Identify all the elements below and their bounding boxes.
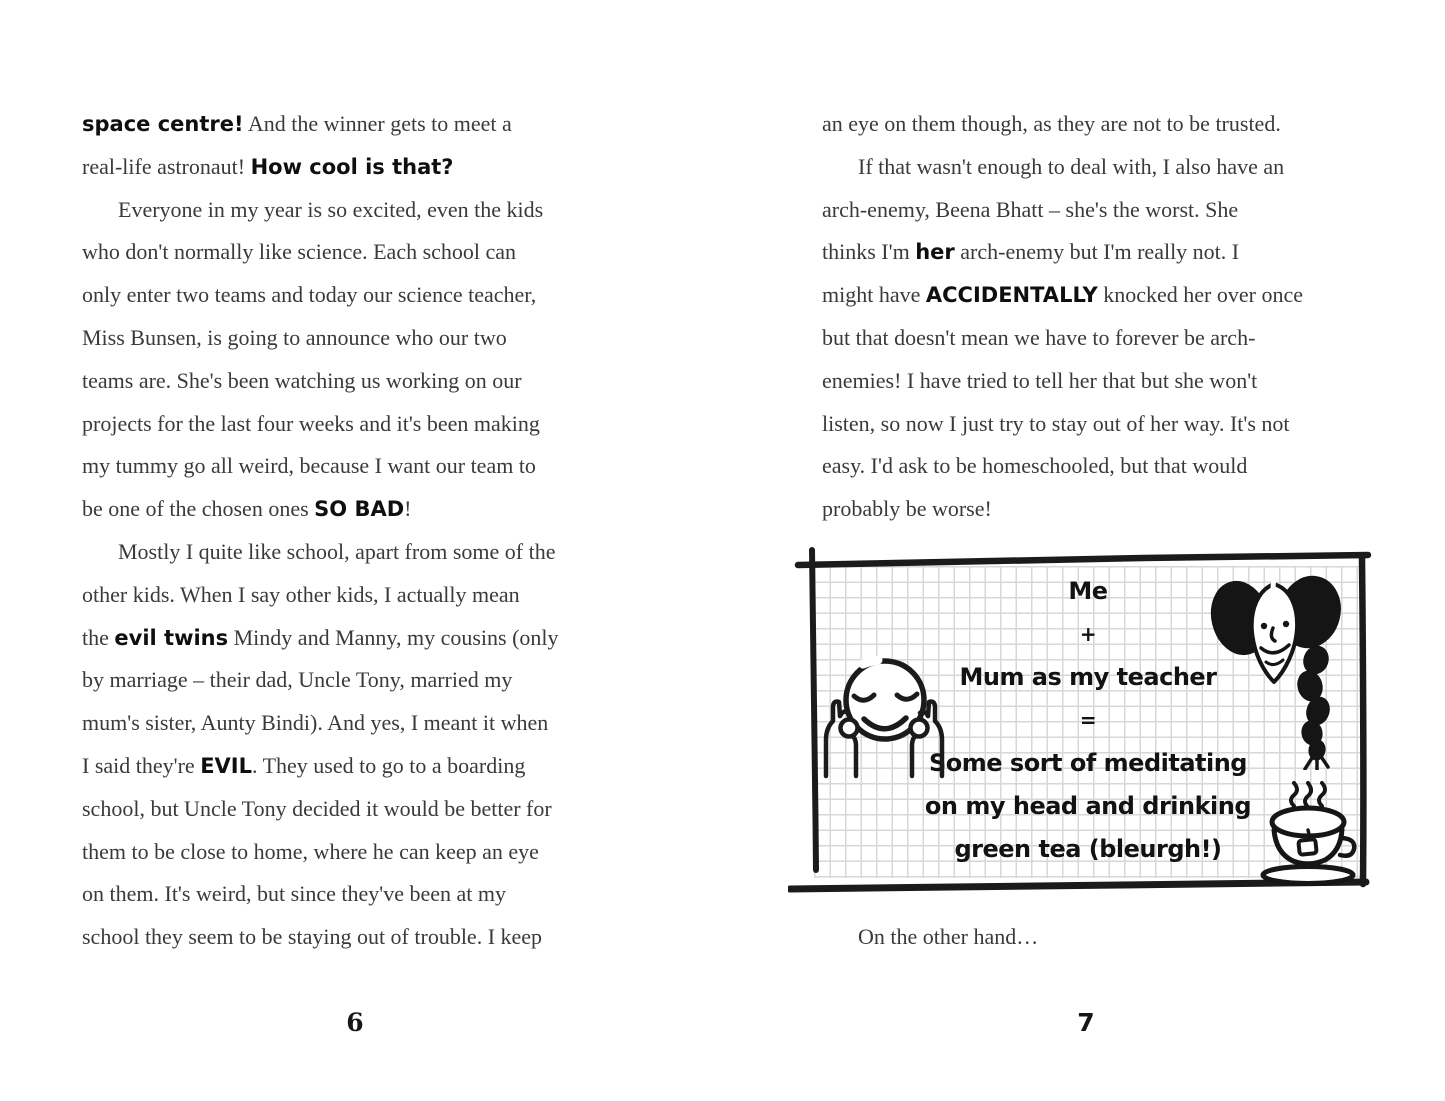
text-line [82, 916, 647, 959]
illustration-text-line: Mum as my teacher [959, 663, 1217, 691]
text-line [822, 403, 1367, 446]
illustration-text-line: = [1079, 708, 1097, 732]
text-line [82, 146, 647, 189]
emphasis-comic-text: SO BAD [314, 497, 405, 522]
body-text: by marriage – their dad, Uncle Tony, married my [82, 667, 513, 693]
text-line [822, 103, 1367, 146]
body-text: teams are. She's been watching us working on our [82, 367, 522, 393]
body-text: Miss Bunsen, is going to announce who our two [82, 324, 507, 350]
emphasis-comic-text: EVIL [200, 753, 252, 778]
text-line [82, 831, 647, 874]
body-text: Mindy and Manny, my cousins (only [228, 624, 559, 650]
emphasis-comic-text: ACCIDENTALLY [925, 283, 1098, 308]
text-line [82, 745, 647, 788]
text-line [82, 360, 647, 403]
body-text: but that doesn't mean we have to forever be arch- [822, 324, 1256, 350]
text-line [822, 488, 1367, 531]
body-text: arch-enemy, Beena Bhatt – she's the worst. She [822, 196, 1239, 222]
text-line [82, 617, 647, 660]
illustration-text-line: green tea (bleurgh!) [954, 835, 1222, 863]
left-page-text [82, 103, 647, 959]
text-line [82, 103, 647, 146]
page-number-right: 7 [1077, 1008, 1095, 1037]
teacup-steam-icon [1250, 780, 1370, 886]
body-text: easy. I'd ask to be homeschooled, but that would [822, 453, 1248, 479]
text-line [82, 403, 647, 446]
body-text: school, but Uncle Tony decided it would be better for [82, 795, 552, 821]
text-line [82, 317, 647, 360]
body-text: I said they're [82, 752, 201, 778]
body-text: who don't normally like science. Each school can [82, 239, 517, 265]
illustration-text-line: on my head and drinking [924, 792, 1252, 820]
emphasis-comic-text: space centre! [82, 112, 244, 136]
body-text: And the winner gets to meet a [243, 111, 512, 136]
body-text: the [82, 624, 115, 650]
text-line [82, 873, 647, 916]
text-line [82, 788, 647, 831]
text-line [822, 445, 1367, 488]
emphasis-comic-text: evil twins [114, 625, 229, 650]
text-line [822, 360, 1367, 403]
body-text: mum's sister, Aunty Bindi). And yes, I meant it when [82, 710, 549, 736]
emphasis-comic-text: How cool is that? [250, 154, 454, 179]
text-line [82, 189, 647, 232]
body-text: listen, so now I just try to stay out of her way. It's not [822, 410, 1290, 436]
text-line [82, 659, 647, 702]
body-text: knocked her over once [1097, 282, 1304, 308]
body-text: my tummy go all weird, because I want our team to [82, 453, 536, 479]
page-number-left: 6 [346, 1008, 364, 1037]
body-text: be one of the chosen ones [82, 496, 315, 522]
body-text: other kids. When I say other kids, I actually mean [82, 581, 520, 607]
body-text: Mostly I quite like school, apart from some of the [118, 538, 556, 564]
right-page-text [822, 103, 1367, 531]
text-line [822, 189, 1367, 232]
body-text: them to be close to home, where he can keep an eye [82, 838, 539, 864]
body-text: arch-enemy but I'm really not. I [954, 239, 1240, 265]
text-line [82, 274, 647, 317]
body-text: ! [404, 496, 412, 522]
body-text: If that wasn't enough to deal with, I also have an [858, 153, 1285, 179]
body-text: projects for the last four weeks and it's been making [82, 410, 540, 436]
text-line [822, 274, 1367, 317]
emphasis-comic-text: her [915, 240, 955, 265]
text-line [822, 146, 1367, 189]
illustration-text-line: Some sort of meditating [929, 749, 1247, 777]
meditating-person-icon [818, 650, 950, 786]
text-line [82, 231, 647, 274]
body-text: probably be worse! [822, 496, 992, 522]
text-line [822, 231, 1367, 274]
body-text: enemies! I have tried to tell her that but she won't [822, 367, 1258, 393]
body-text: . They used to go to a boarding [252, 752, 526, 778]
text-line [82, 445, 647, 488]
text-line [82, 574, 647, 617]
illustration-text-line: + [1079, 622, 1097, 646]
body-text: an eye on them though, as they are not to be trusted. [822, 111, 1281, 136]
body-text: only enter two teams and today our science teacher, [82, 282, 537, 308]
illustration-caption: On the other hand… [858, 924, 1039, 949]
text-line [82, 531, 647, 574]
text-line [822, 317, 1367, 360]
text-line [82, 702, 647, 745]
body-text: school they seem to be staying out of trouble. I keep [82, 924, 543, 950]
body-text: on them. It's weird, but since they've been at my [82, 881, 506, 907]
body-text: thinks I'm [822, 239, 916, 265]
girl-with-plait-icon [1206, 568, 1354, 770]
body-text: Everyone in my year is so excited, even the kids [118, 196, 544, 222]
body-text: might have [822, 282, 926, 308]
body-text: real-life astronaut! [82, 153, 251, 179]
illustration-text-line: Me [1068, 577, 1108, 605]
text-line [82, 488, 647, 531]
